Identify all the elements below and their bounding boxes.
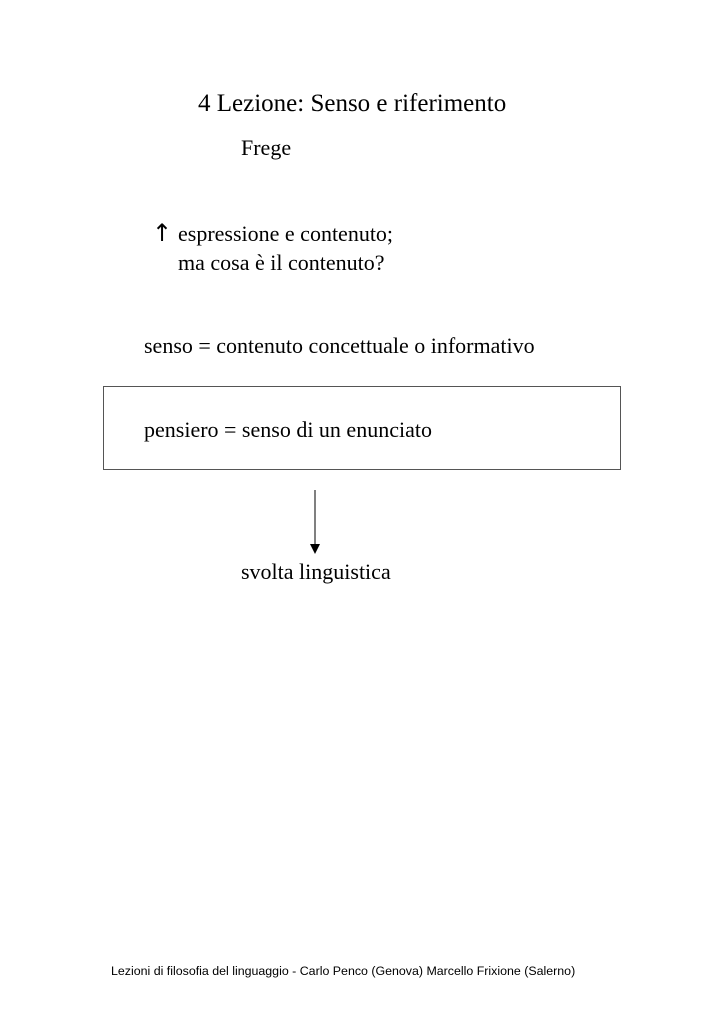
pensiero-definition: pensiero = senso di un enunciato (144, 417, 432, 442)
senso-definition: senso = contenuto concettuale o informativo (144, 333, 535, 358)
expression-line-1: espressione e contenuto; (178, 221, 394, 246)
page-footer: Lezioni di filosofia del linguaggio - Carlo Penco (Genova) Marcello Frixione (Salerno) (111, 964, 576, 978)
expression-line-2: ma cosa è il contenuto? (178, 250, 385, 275)
svolta-linguistica: svolta linguistica (241, 559, 391, 584)
arrow-down-icon (305, 490, 325, 556)
page-subtitle: Frege (241, 135, 292, 160)
arrow-up-icon: ↑ (152, 219, 173, 247)
page-title: 4 Lezione: Senso e riferimento (198, 90, 507, 117)
